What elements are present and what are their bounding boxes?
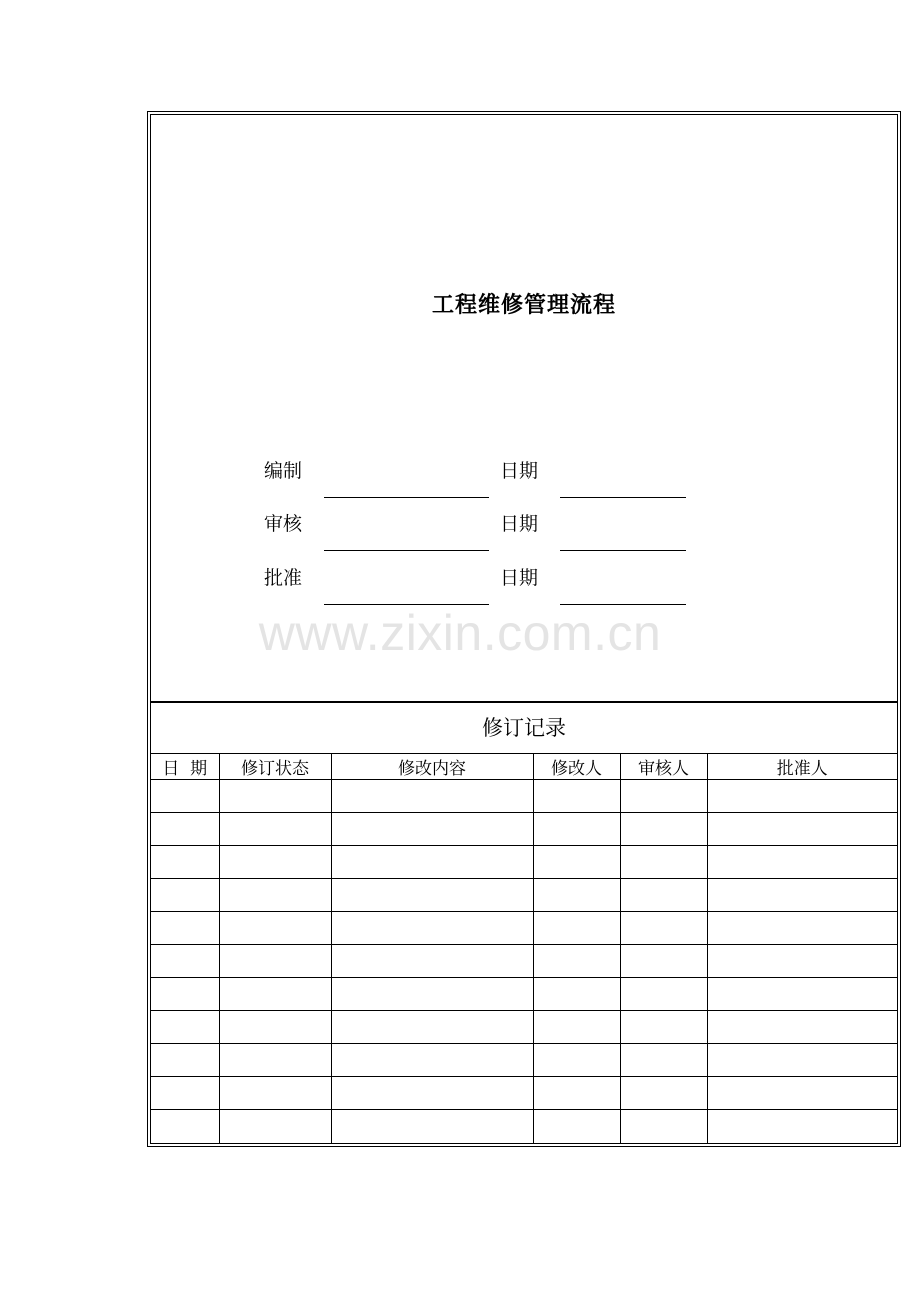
cell-date[interactable] xyxy=(151,978,219,1011)
cell-approver[interactable] xyxy=(707,879,897,912)
revision-table-body xyxy=(151,780,897,1143)
cell-modifier[interactable] xyxy=(533,1011,620,1044)
table-row xyxy=(151,780,897,813)
cell-change-content[interactable] xyxy=(331,780,533,813)
signoff-date-line-compile[interactable] xyxy=(560,497,686,498)
revision-table-header-row xyxy=(151,754,897,780)
cell-reviewer[interactable] xyxy=(620,879,707,912)
column-header-reviewer: 审核人 xyxy=(620,754,707,780)
watermark: www.zixin.com.cn xyxy=(258,605,662,661)
cell-reviewer[interactable] xyxy=(620,1044,707,1077)
cell-change-content[interactable] xyxy=(331,1044,533,1077)
cell-modifier[interactable] xyxy=(533,1077,620,1110)
cell-revision-status[interactable] xyxy=(219,912,331,945)
table-row xyxy=(151,1044,897,1077)
cell-reviewer[interactable] xyxy=(620,945,707,978)
revision-record-title: 修订记录 xyxy=(482,716,566,740)
cell-date[interactable] xyxy=(151,1011,219,1044)
cell-date[interactable] xyxy=(151,879,219,912)
cell-approver[interactable] xyxy=(707,1077,897,1110)
signoff-role-approve: 批准 xyxy=(264,567,303,589)
column-header-date: 日 期 xyxy=(151,754,219,780)
table-row xyxy=(151,813,897,846)
cell-revision-status[interactable] xyxy=(219,1044,331,1077)
cell-approver[interactable] xyxy=(707,1044,897,1077)
table-row xyxy=(151,846,897,879)
cell-revision-status[interactable] xyxy=(219,1077,331,1110)
column-header-modifier: 修改人 xyxy=(533,754,620,780)
cell-revision-status[interactable] xyxy=(219,945,331,978)
cell-approver[interactable] xyxy=(707,813,897,846)
cell-approver[interactable] xyxy=(707,780,897,813)
column-header-change-content: 修改内容 xyxy=(331,754,533,780)
table-row xyxy=(151,1077,897,1110)
cell-modifier[interactable] xyxy=(533,813,620,846)
cell-approver[interactable] xyxy=(707,1110,897,1143)
cell-revision-status[interactable] xyxy=(219,846,331,879)
cell-reviewer[interactable] xyxy=(620,846,707,879)
table-row xyxy=(151,945,897,978)
cell-modifier[interactable] xyxy=(533,780,620,813)
cell-date[interactable] xyxy=(151,945,219,978)
signoff-date-label-approve: 日期 xyxy=(500,567,539,589)
cell-change-content[interactable] xyxy=(331,1011,533,1044)
cell-change-content[interactable] xyxy=(331,1077,533,1110)
cell-revision-status[interactable] xyxy=(219,813,331,846)
signoff-role-compile: 编制 xyxy=(264,460,303,482)
cell-reviewer[interactable] xyxy=(620,1077,707,1110)
cell-reviewer[interactable] xyxy=(620,780,707,813)
table-row xyxy=(151,1110,897,1143)
cell-change-content[interactable] xyxy=(331,846,533,879)
document-title xyxy=(151,288,897,319)
cell-change-content[interactable] xyxy=(331,1110,533,1143)
cell-approver[interactable] xyxy=(707,1011,897,1044)
cell-change-content[interactable] xyxy=(331,912,533,945)
cell-reviewer[interactable] xyxy=(620,978,707,1011)
signoff-role-review: 审核 xyxy=(264,513,303,535)
cell-modifier[interactable] xyxy=(533,978,620,1011)
cell-date[interactable] xyxy=(151,912,219,945)
cell-date[interactable] xyxy=(151,1044,219,1077)
cell-reviewer[interactable] xyxy=(620,1011,707,1044)
cell-approver[interactable] xyxy=(707,912,897,945)
signoff-date-label-review: 日期 xyxy=(500,513,539,535)
cell-reviewer[interactable] xyxy=(620,813,707,846)
cell-date[interactable] xyxy=(151,1110,219,1143)
column-header-revision-status: 修订状态 xyxy=(219,754,331,780)
cell-change-content[interactable] xyxy=(331,978,533,1011)
cell-revision-status[interactable] xyxy=(219,879,331,912)
cell-approver[interactable] xyxy=(707,945,897,978)
cell-approver[interactable] xyxy=(707,846,897,879)
table-row xyxy=(151,879,897,912)
cell-revision-status[interactable] xyxy=(219,1110,331,1143)
document-title-text: 工程维修管理流程 xyxy=(431,293,616,318)
cell-reviewer[interactable] xyxy=(620,1110,707,1143)
cell-change-content[interactable] xyxy=(331,879,533,912)
cell-change-content[interactable] xyxy=(331,945,533,978)
cell-modifier[interactable] xyxy=(533,879,620,912)
table-row xyxy=(151,1011,897,1044)
cell-modifier[interactable] xyxy=(533,912,620,945)
column-header-approver: 批准人 xyxy=(707,754,897,780)
signoff-date-line-review[interactable] xyxy=(560,550,686,551)
signoff-date-label-compile: 日期 xyxy=(500,460,539,482)
cell-modifier[interactable] xyxy=(533,945,620,978)
cell-change-content[interactable] xyxy=(331,813,533,846)
cell-revision-status[interactable] xyxy=(219,780,331,813)
table-row xyxy=(151,978,897,1011)
cell-modifier[interactable] xyxy=(533,1044,620,1077)
cell-date[interactable] xyxy=(151,813,219,846)
cell-revision-status[interactable] xyxy=(219,1011,331,1044)
table-row xyxy=(151,912,897,945)
cell-date[interactable] xyxy=(151,780,219,813)
revision-record-table xyxy=(151,753,897,1143)
cell-date[interactable] xyxy=(151,846,219,879)
cell-modifier[interactable] xyxy=(533,846,620,879)
cell-modifier[interactable] xyxy=(533,1110,620,1143)
signoff-line-review[interactable] xyxy=(324,550,489,551)
cell-reviewer[interactable] xyxy=(620,912,707,945)
cell-date[interactable] xyxy=(151,1077,219,1110)
cell-approver[interactable] xyxy=(707,978,897,1011)
signoff-line-compile[interactable] xyxy=(324,497,489,498)
cell-revision-status[interactable] xyxy=(219,978,331,1011)
